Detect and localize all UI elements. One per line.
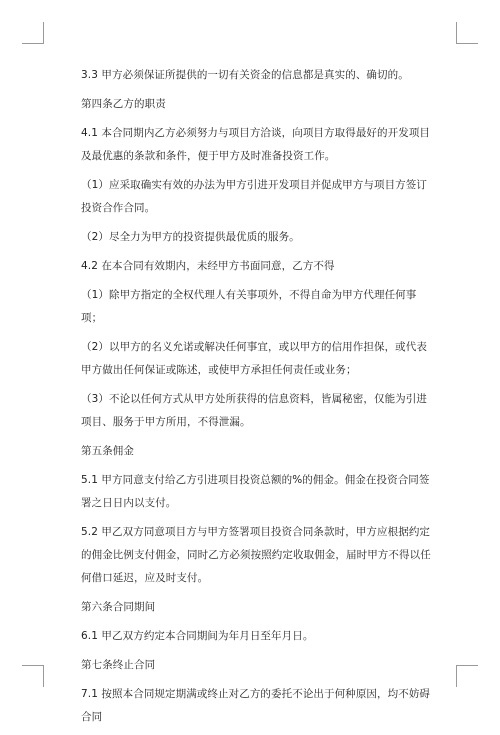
crop-mark-bottom-right bbox=[457, 665, 478, 666]
section-heading: 第六条合同期间 bbox=[81, 601, 156, 613]
crop-mark-top-left bbox=[22, 43, 43, 44]
crop-mark-bottom-left bbox=[22, 665, 43, 666]
paragraph: 5.1 甲方同意支付给乙方引进项目投资总额的%的佣金。佣金在投资合同签署之日日内以支付。 bbox=[81, 474, 430, 509]
paragraph: （1）除甲方指定的全权代理人有关事项外，不得自命为甲方代理任何事项； bbox=[81, 289, 417, 324]
section-heading: 第七条终止合同 bbox=[81, 659, 156, 671]
section-heading: 第五条佣金 bbox=[81, 445, 134, 457]
paragraph: 4.1 本合同期内乙方必须努力与项目方洽谈，向项目方取得最好的开发项目及最优惠的条款和条件，便于甲方及时准备投资工作。 bbox=[81, 127, 431, 162]
crop-mark-top-right bbox=[456, 22, 457, 44]
paragraph: 5.2 甲乙双方同意项目方与甲方签署项目投资合同条款时，甲方应根据约定的佣金比例支付佣金，同时乙方必须按照约定收取佣金，届时甲方不得以任何借口延迟，应及时支付。 bbox=[81, 526, 431, 584]
crop-mark-top-right bbox=[457, 43, 478, 44]
paragraph: 3.3 甲方必须保证所提供的一切有关资金的信息都是真实的、确切的。 bbox=[81, 69, 409, 81]
crop-mark-top-left bbox=[43, 22, 44, 44]
crop-mark-bottom-right bbox=[456, 665, 457, 687]
paragraph: 4.2 在本合同有效期内，未经甲方书面同意，乙方不得 bbox=[81, 260, 335, 272]
paragraph: （2）尽全力为甲方的投资提供最优质的服务。 bbox=[81, 231, 300, 243]
crop-mark-bottom-left bbox=[43, 665, 44, 687]
paragraph: 7.1 按照本合同规定期满或终止对乙方的委托不论出于何种原因，均不妨碍合同 bbox=[81, 688, 431, 723]
section-heading: 第四条乙方的职责 bbox=[81, 98, 166, 110]
paragraph: （3）不论以任何方式从甲方处所获得的信息资料，皆属秘密，仅能为引进项目、服务于甲方所用，不得泄漏。 bbox=[81, 393, 427, 428]
paragraph: （2）以甲方的名义允诺或解决任何事宜，或以甲方的信用作担保，或代表甲方做出任何保证或陈述，或使甲方承担任何责任或业务； bbox=[81, 341, 427, 376]
paragraph: 6.1 甲乙双方约定本合同期间为年月日至年月日。 bbox=[81, 630, 314, 642]
paragraph: （1）应采取确实有效的办法为甲方引进开发项目并促成甲方与项目方签订投资合作合同。 bbox=[81, 179, 427, 214]
document-body bbox=[81, 64, 436, 735]
